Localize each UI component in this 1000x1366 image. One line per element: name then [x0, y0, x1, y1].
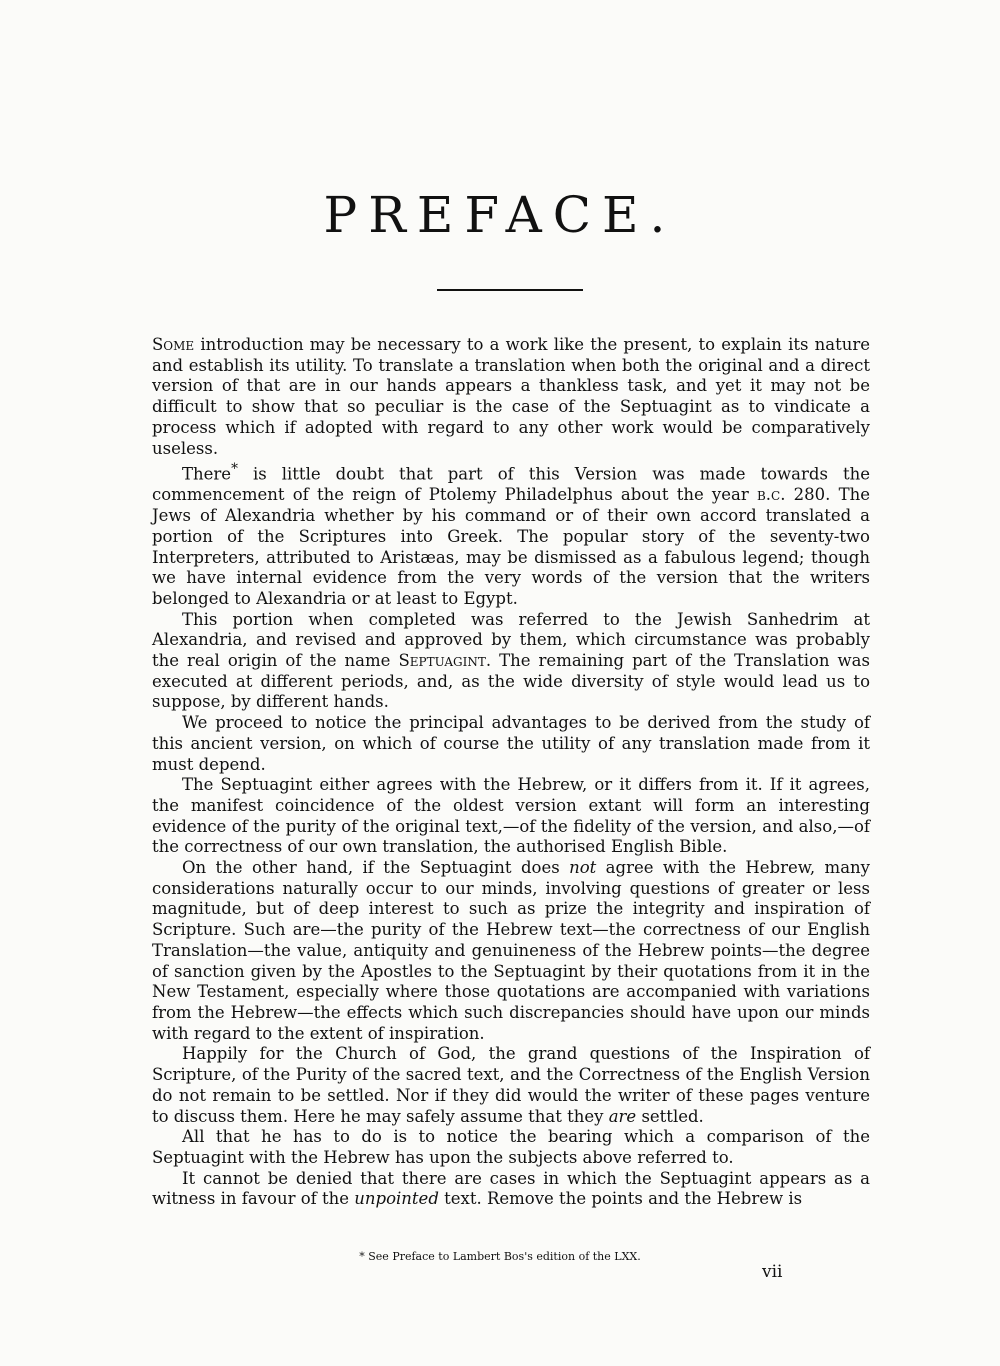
paragraph-6: On the other hand, if the Septuagint does not agree with the Hebrew, many considerations naturally occur to our minds, involving questions of greater or less magnitude, but of deep interest to such as prize the integrity and inspiration of Scripture. Such are—the purity of the Hebrew text—the correctness of our English Translation—the value, antiquity and genuineness of the Hebrew points—the degree of sanction given by the Apostles to the Septuagint by their quotations from it in the New Testament, especially where those quotations are accompanied with variations from the Hebrew—the effects which such discrepancies should have upon our minds with regard to the extent of inspiration. — [152, 858, 870, 1043]
body-text — [152, 335, 870, 1210]
drop-word: Some — [152, 335, 195, 354]
emphasis: are — [608, 1106, 637, 1126]
paragraph-1: Some introduction may be necessary to a work like the present, to explain its nature and establish its utility. To translate a translation when both the original and a direct version of that are in our hands appears a thankless task, and yet it may not be difficult to show that so peculiar is the case of the Septuagint as to vindicate a process which if adopted with regard to any other work would be comparatively useless. — [152, 335, 870, 458]
paragraph-5: The Septuagint either agrees with the Hebrew, or it differs from it. If it agrees, the manifest coincidence of the oldest version extant will form an interesting evidence of the purity of the original text,—of the fidelity of the version, and also,—of the correctness of our own translation, the authorised English Bible. — [152, 775, 870, 857]
era-abbreviation: b.c. — [756, 485, 786, 505]
page-title: PREFACE. — [323, 186, 677, 244]
paragraph-2: There* is little doubt that part of this Version was made towards the commencement of the reign of Ptolemy Philadelphus about the year b.c. 280. The Jews of Alexandria whether by his command or of their own accord translated a portion of the Scriptures into Greek. The popular story of the seventy-two Interpreters, attributed to Aristæas, may be dismissed as a fabulous legend; though we have internal evidence from the very words of the version that the writers belonged to Alexandria or at least to Egypt. — [152, 461, 871, 608]
paragraph-8: All that he has to do is to notice the bearing which a comparison of the Septuagint with the Hebrew has upon the subjects above referred to. — [152, 1127, 870, 1167]
paragraph-3: This portion when completed was referred to the Jewish Sanhedrim at Alexandria, and revised and approved by them, which circumstance was probably the real origin of the name Septuagint. The remaining part of the Translation was executed at different periods, and, as the wide diversity of style would lead us to suppose, by different hands. — [152, 609, 870, 712]
footnote-marker: * — [231, 461, 238, 478]
footnote: * See Preface to Lambert Bos's edition of the LXX. — [359, 1250, 641, 1263]
emphasis: not — [569, 858, 597, 878]
paragraph-7: Happily for the Church of God, the grand questions of the Inspiration of Scripture, of the Purity of the sacred text, and the Correctness of the English Version do not remain to be settled. Nor if they did would the writer of these pages venture to discuss them. Here he may safely assume that they are settled. — [152, 1044, 870, 1126]
page-number: vii — [762, 1262, 783, 1282]
paragraph-9: It cannot be denied that there are cases in which the Septuagint appears as a witness in favour of the unpointed text. Remove the points and the Hebrew is — [152, 1168, 870, 1209]
paragraph-4: We proceed to notice the principal advantages to be derived from the study of this ancient version, on which of course the utility of any translation made from it must depend. — [152, 713, 870, 774]
title-rule — [437, 289, 583, 291]
septuagint-name: Septuagint — [398, 651, 486, 671]
emphasis: unpointed — [354, 1189, 439, 1209]
